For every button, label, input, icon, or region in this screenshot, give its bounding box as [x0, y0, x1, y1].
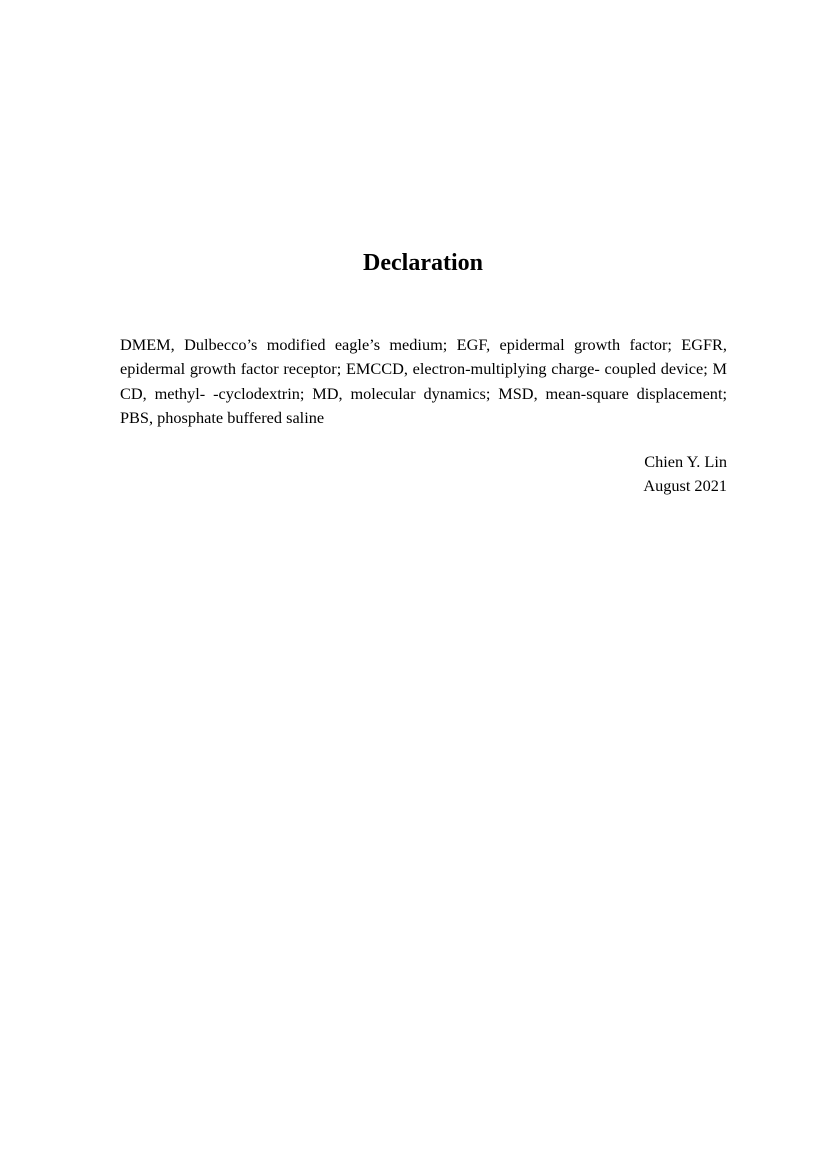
abbreviations-paragraph: DMEM, Dulbecco’s modified eagle’s medium; EGF, epidermal growth factor; EGFR, epidermal growth factor receptor; EMCCD, electron-multiplying charge- coupled device; M CD, methyl- -cyclodextrin; MD, molecular dynamics; MSD, mean-square displacement; PBS, phosphate buffered saline	[120, 335, 727, 427]
signature-date: August 2021	[643, 476, 727, 495]
signature-block	[120, 450, 727, 498]
page-title: Declaration	[363, 250, 483, 276]
author-name: Chien Y. Lin	[644, 452, 727, 471]
